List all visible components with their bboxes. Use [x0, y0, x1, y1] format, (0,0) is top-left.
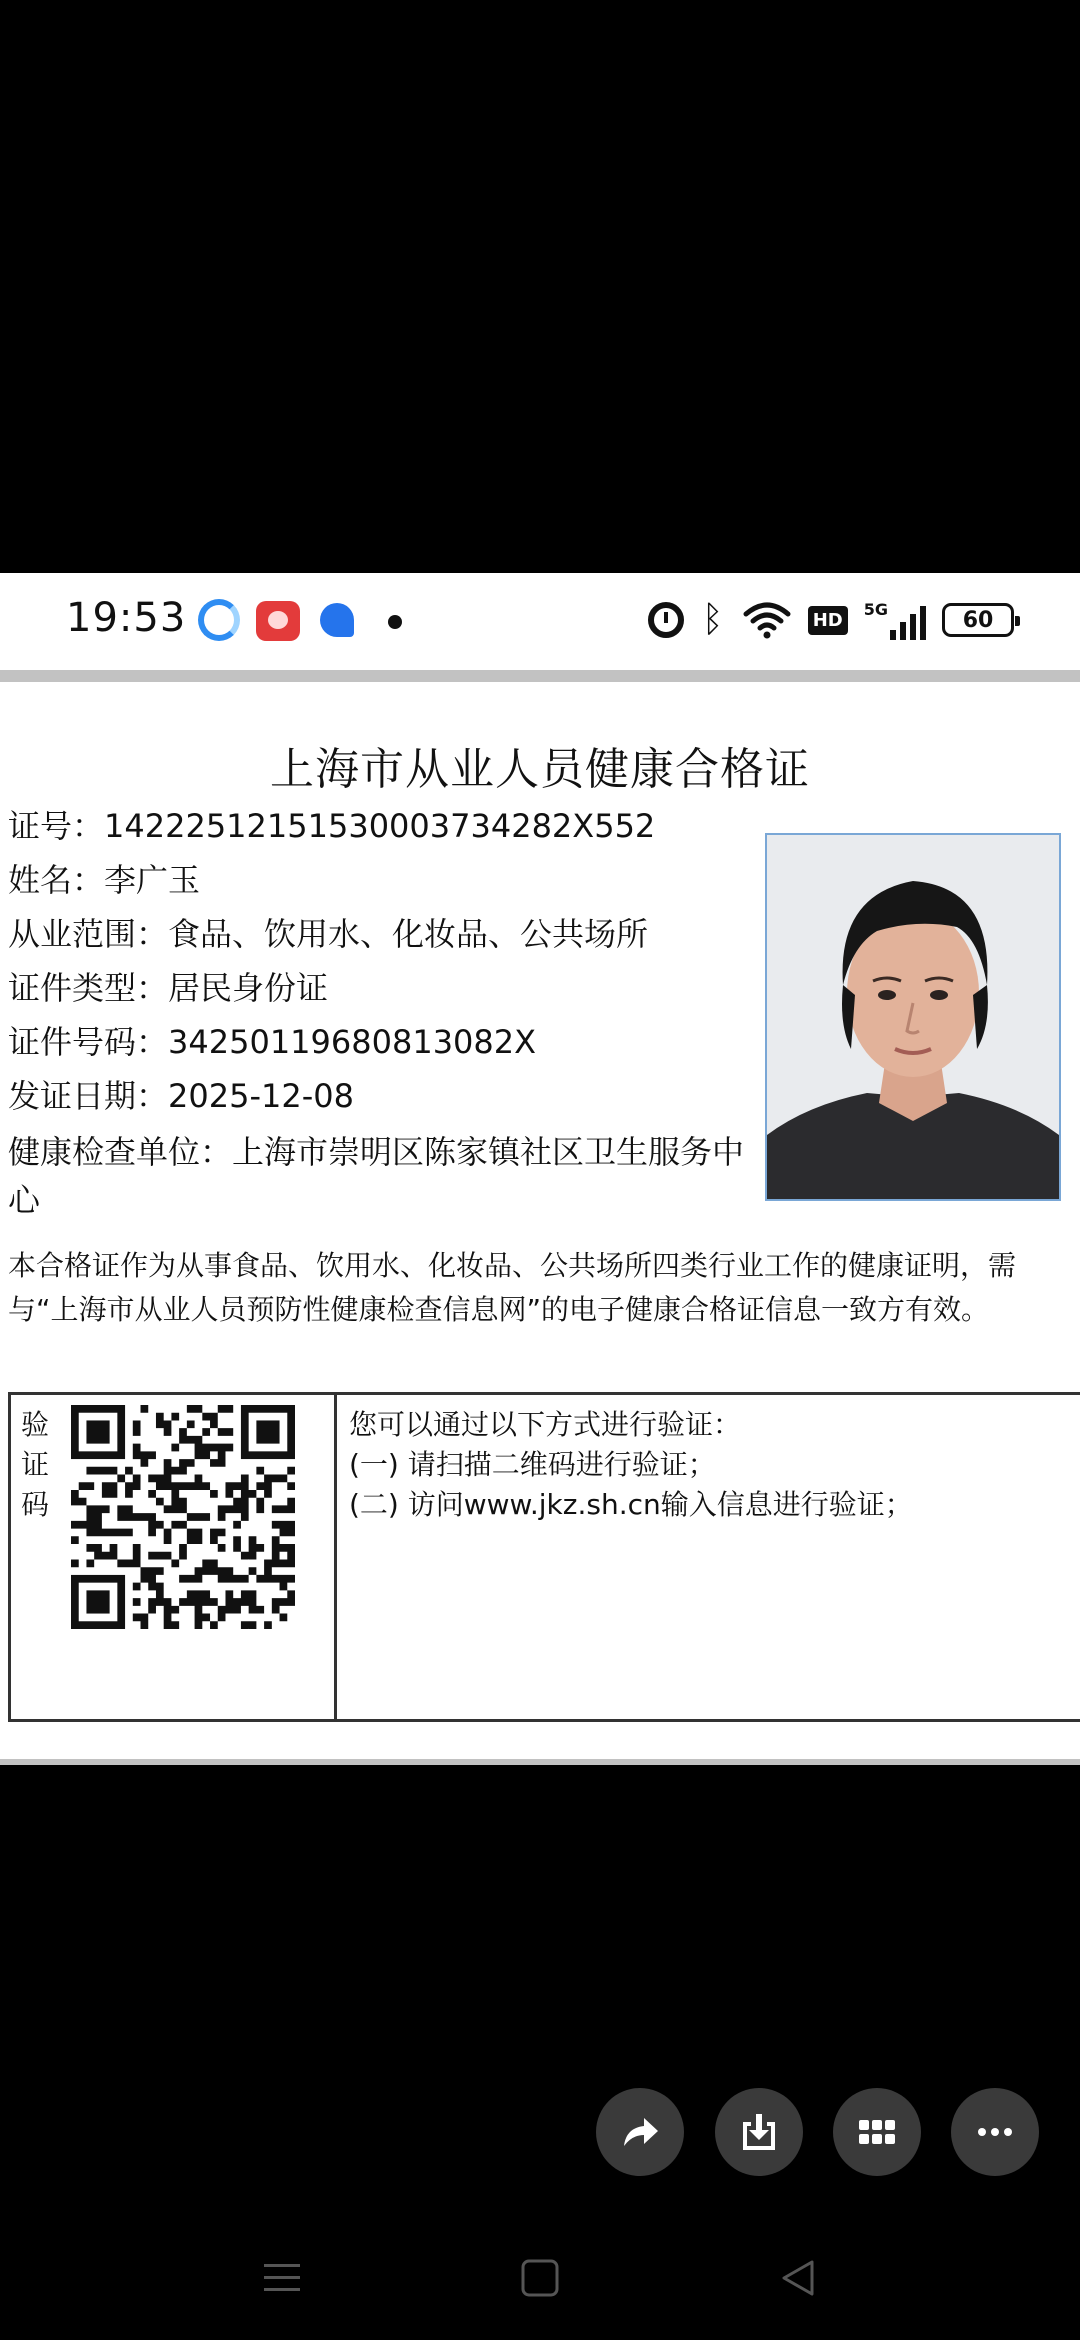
bluetooth-icon: ᛒ [701, 599, 724, 640]
name-label: 姓名： [8, 861, 105, 899]
issue-date-value: 2025-12-08 [168, 1077, 354, 1115]
verification-box [8, 1392, 1080, 1722]
issue-date-row [8, 1074, 354, 1118]
id-number-row [8, 1020, 536, 1064]
exam-unit-value: 上海市崇明区陈家镇社区卫生服务中心 [8, 1133, 745, 1219]
home-nav-button[interactable] [510, 2248, 570, 2308]
signal-icon [864, 600, 926, 640]
apps-grid-icon [855, 2110, 899, 2154]
cert-number-value: 14222512151530003734282X552 [104, 807, 656, 845]
name-value: 李广玉 [104, 861, 201, 899]
menu-nav-button[interactable] [252, 2248, 312, 2308]
clock: 19:53 [66, 595, 187, 641]
message-app-icon [320, 603, 354, 637]
more-icon [973, 2110, 1017, 2154]
back-icon [778, 2258, 818, 2298]
scope-row [8, 912, 648, 956]
apps-grid-button[interactable] [833, 2088, 921, 2176]
issue-date-label: 发证日期： [8, 1077, 169, 1115]
certificate-document [0, 670, 1080, 1765]
more-button[interactable] [951, 2088, 1039, 2176]
certificate-notice: 本合格证作为从事食品、饮用水、化妆品、公共场所四类行业工作的健康证明，需 与“上海市从业人员预防性健康检查信息网”的电子健康合格证信息一致方有效。 [8, 1249, 1017, 1326]
cert-number-label: 证号： [8, 807, 105, 845]
system-icons [648, 595, 1014, 645]
certificate-title: 上海市从业人员健康合格证 [270, 744, 810, 795]
cert-number-row [8, 804, 655, 848]
divider [0, 1759, 1080, 1765]
back-nav-button[interactable] [768, 2248, 828, 2308]
browser-app-icon [198, 599, 240, 641]
verification-code-label: 验 证 码 [21, 1408, 50, 1521]
hd-icon: HD [808, 606, 848, 635]
verification-method-website: (二) 访问www.jkz.sh.cn输入信息进行验证； [349, 1488, 913, 1521]
alarm-icon [648, 602, 684, 638]
network-type: 5G [863, 600, 888, 619]
notification-dot-icon [388, 615, 402, 629]
scope-label: 从业范围： [8, 915, 169, 953]
portrait-image [767, 835, 1059, 1199]
verification-code-cell [11, 1395, 337, 1719]
id-number-label: 证件号码： [8, 1023, 169, 1061]
menu-icon [262, 2258, 302, 2298]
qr-code[interactable] [71, 1405, 295, 1629]
verification-intro: 您可以通过以下方式进行验证： [349, 1408, 742, 1441]
name-row [8, 858, 200, 902]
share-icon [618, 2110, 662, 2154]
wifi-icon [742, 600, 792, 640]
exam-unit-label: 健康检查单位： [8, 1133, 233, 1171]
share-button[interactable] [596, 2088, 684, 2176]
navigation-bar [0, 2220, 1080, 2340]
home-icon [520, 2258, 560, 2298]
verification-instructions [349, 1405, 913, 1525]
status-bar [0, 573, 1080, 670]
verification-method-scan: (一) 请扫描二维码进行验证； [349, 1448, 716, 1481]
battery-level: 60 [962, 607, 994, 633]
download-button[interactable] [715, 2088, 803, 2176]
id-photo [765, 833, 1061, 1201]
id-number-value: 34250119680813082X [168, 1023, 537, 1061]
id-type-label: 证件类型： [8, 969, 169, 1007]
battery-icon [942, 603, 1014, 637]
id-type-value: 居民身份证 [168, 969, 329, 1007]
exam-unit-row [8, 1128, 748, 1224]
id-type-row [8, 966, 328, 1010]
divider [0, 670, 1080, 682]
download-icon [737, 2110, 781, 2154]
photo-app-icon [256, 601, 300, 641]
scope-value: 食品、饮用水、化妆品、公共场所 [168, 915, 649, 953]
